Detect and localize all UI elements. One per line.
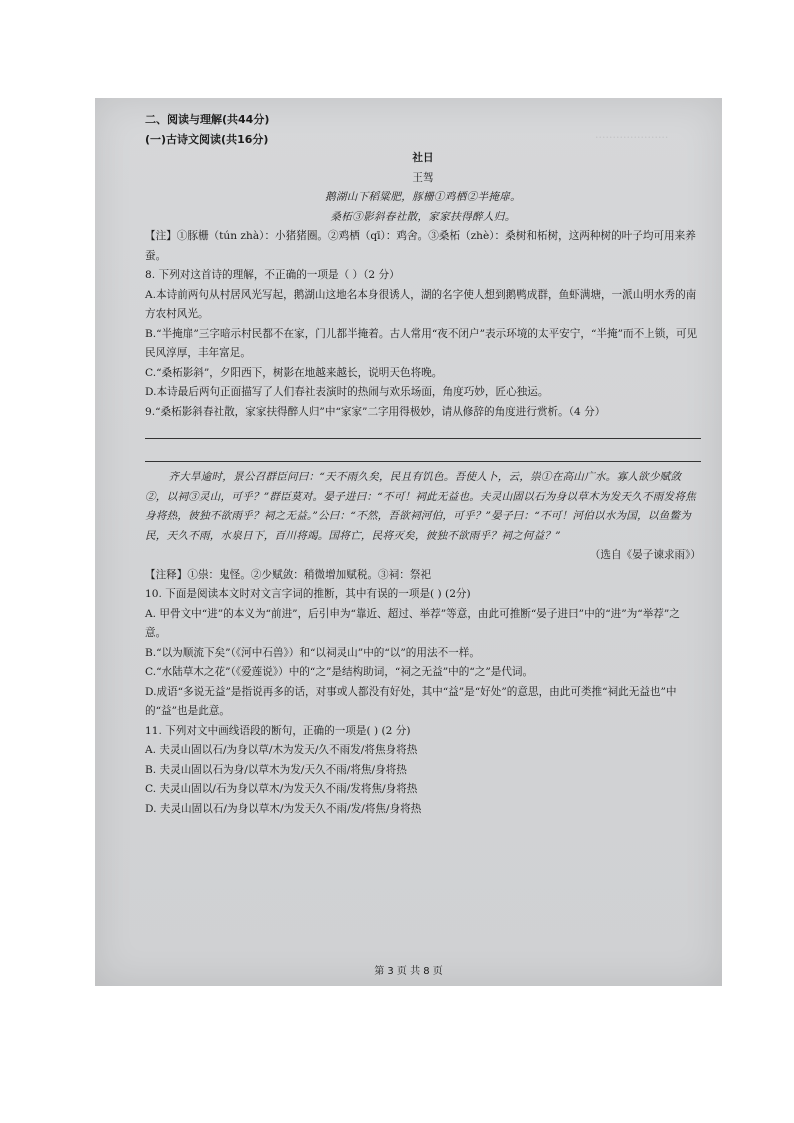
question-9-stem: 9.“桑柘影斜春社散，家家扶得醉人归”中“家家”二字用得极妙，请从修辞的角度进行赏析。（4 分）: [145, 405, 606, 418]
poem-author: 王驾: [412, 171, 434, 184]
question-8-option-a: A.本诗前两句从村居风光写起，鹅湖山这地名本身很诱人，湖的名字使人想到鹅鸭成群，鱼虾满塘，一派山明水秀的南方农村风光。: [145, 288, 697, 320]
bleed-through: ·····················: [595, 131, 669, 144]
page-content: [145, 110, 701, 819]
question-10-option-a: A. 甲骨文中“进”的本义为“前进”，后引申为“靠近、超过、举荐”等意，由此可推断“晏子进曰”中的“进”为“举荐”之意。: [145, 607, 680, 639]
question-8-option-b: B.“半掩扉”三字暗示村民都不在家，门儿都半掩着。古人常用“夜不闭户”表示环境的太平安宁，“半掩”而不上锁，可见民风淳厚，丰年富足。: [145, 327, 698, 359]
question-10-stem: 10. 下面是阅读本文时对文言字词的推断，其中有误的一项是( ) (2分): [145, 588, 471, 600]
question-8-stem: 8. 下列对这首诗的理解，不正确的一项是（ ）（2 分）: [145, 269, 400, 281]
poem-line-2: 桑柘③影斜春社散，家家扶得醉人归。: [330, 210, 516, 223]
question-11-option-a: A. 夫灵山固以石/为身以草/木为发天/久不雨发/将焦身将热: [145, 744, 418, 756]
section-title: 二、阅读与理解(共44分): [145, 113, 270, 126]
question-10-option-d: D.成语“多说无益”是指说再多的话，对事或人都没有好处，其中“益”是“好处”的意思，由此可类推“祠此无益也”中的“益”也是此意。: [145, 685, 677, 717]
answer-line[interactable]: [145, 445, 701, 462]
classical-text: 齐大旱逾时，景公召群臣问曰：“天不雨久矣，民且有饥色。吾使人卜，云，祟①在高山广水。寡人欲少赋敛②，以祠③灵山，可乎？”群臣莫对。晏子进曰：“不可！祠此无益也。夫灵山固以石为身以草木为发天久不雨发将焦身将热，彼独不欲雨乎？祠之无益。”公曰：“不然，吾欲祠河伯，可乎？”晏子曰：“不可！河伯以水为国，以鱼鳖为民，天久不雨，水泉日下，百川将竭。国将亡，民将灭矣，彼独不欲雨乎？祠之何益？”: [145, 471, 696, 542]
page-number: 第 3 页 共 8 页: [374, 966, 443, 977]
question-11-option-d: D. 夫灵山固以石/为身以草木/为发天久不雨/发/将焦/身将热: [145, 802, 422, 815]
poem-title: 社日: [412, 152, 434, 164]
answer-line[interactable]: [145, 422, 701, 439]
poem-note: 【注】①豚栅（tún zhà）：小猪猪圈。②鸡栖（qī）：鸡舍。③桑柘（zhè）：桑树和柘树，这两种树的叶子均可用来养蚕。: [145, 230, 696, 262]
question-8-option-d: D.本诗最后两句正面描写了人们春社表演时的热闹与欢乐场面，角度巧妙，匠心独运。: [145, 386, 549, 398]
question-8-option-c: C.“桑柘影斜”，夕阳西下，树影在地越来越长，说明天色将晚。: [145, 366, 443, 379]
question-10-option-c: C.“水陆草木之花”（《爱莲说》）中的“之”是结构助词，“祠之无益”中的“之”是代词。: [145, 666, 534, 678]
question-11-option-c: C. 夫灵山固以/石为身以草木/为发天久不雨/发将焦/身将热: [145, 783, 418, 795]
question-11-stem: 11. 下列对文中画线语段的断句，正确的一项是( ) (2 分): [145, 724, 411, 737]
question-10-option-b: B.“以为顺流下矣”（《河中石兽》）和“以祠灵山”中的“以”的用法不一样。: [145, 646, 480, 659]
subsection-title: (一)古诗文阅读(共16分): [145, 132, 269, 146]
question-11-option-b: B. 夫灵山固以石为身/以草木为发/天久不雨/将焦/身将热: [145, 763, 407, 776]
exam-page: [95, 98, 722, 986]
classical-note: 【注释】①祟：鬼怪。②少赋敛：稍微增加赋税。③祠：祭祀: [145, 568, 432, 581]
poem-line-1: 鹅湖山下稻粱肥，豚栅①鸡栖②半掩扉。: [324, 191, 522, 203]
source-citation: （选自《晏子谏求雨》）: [589, 549, 701, 561]
